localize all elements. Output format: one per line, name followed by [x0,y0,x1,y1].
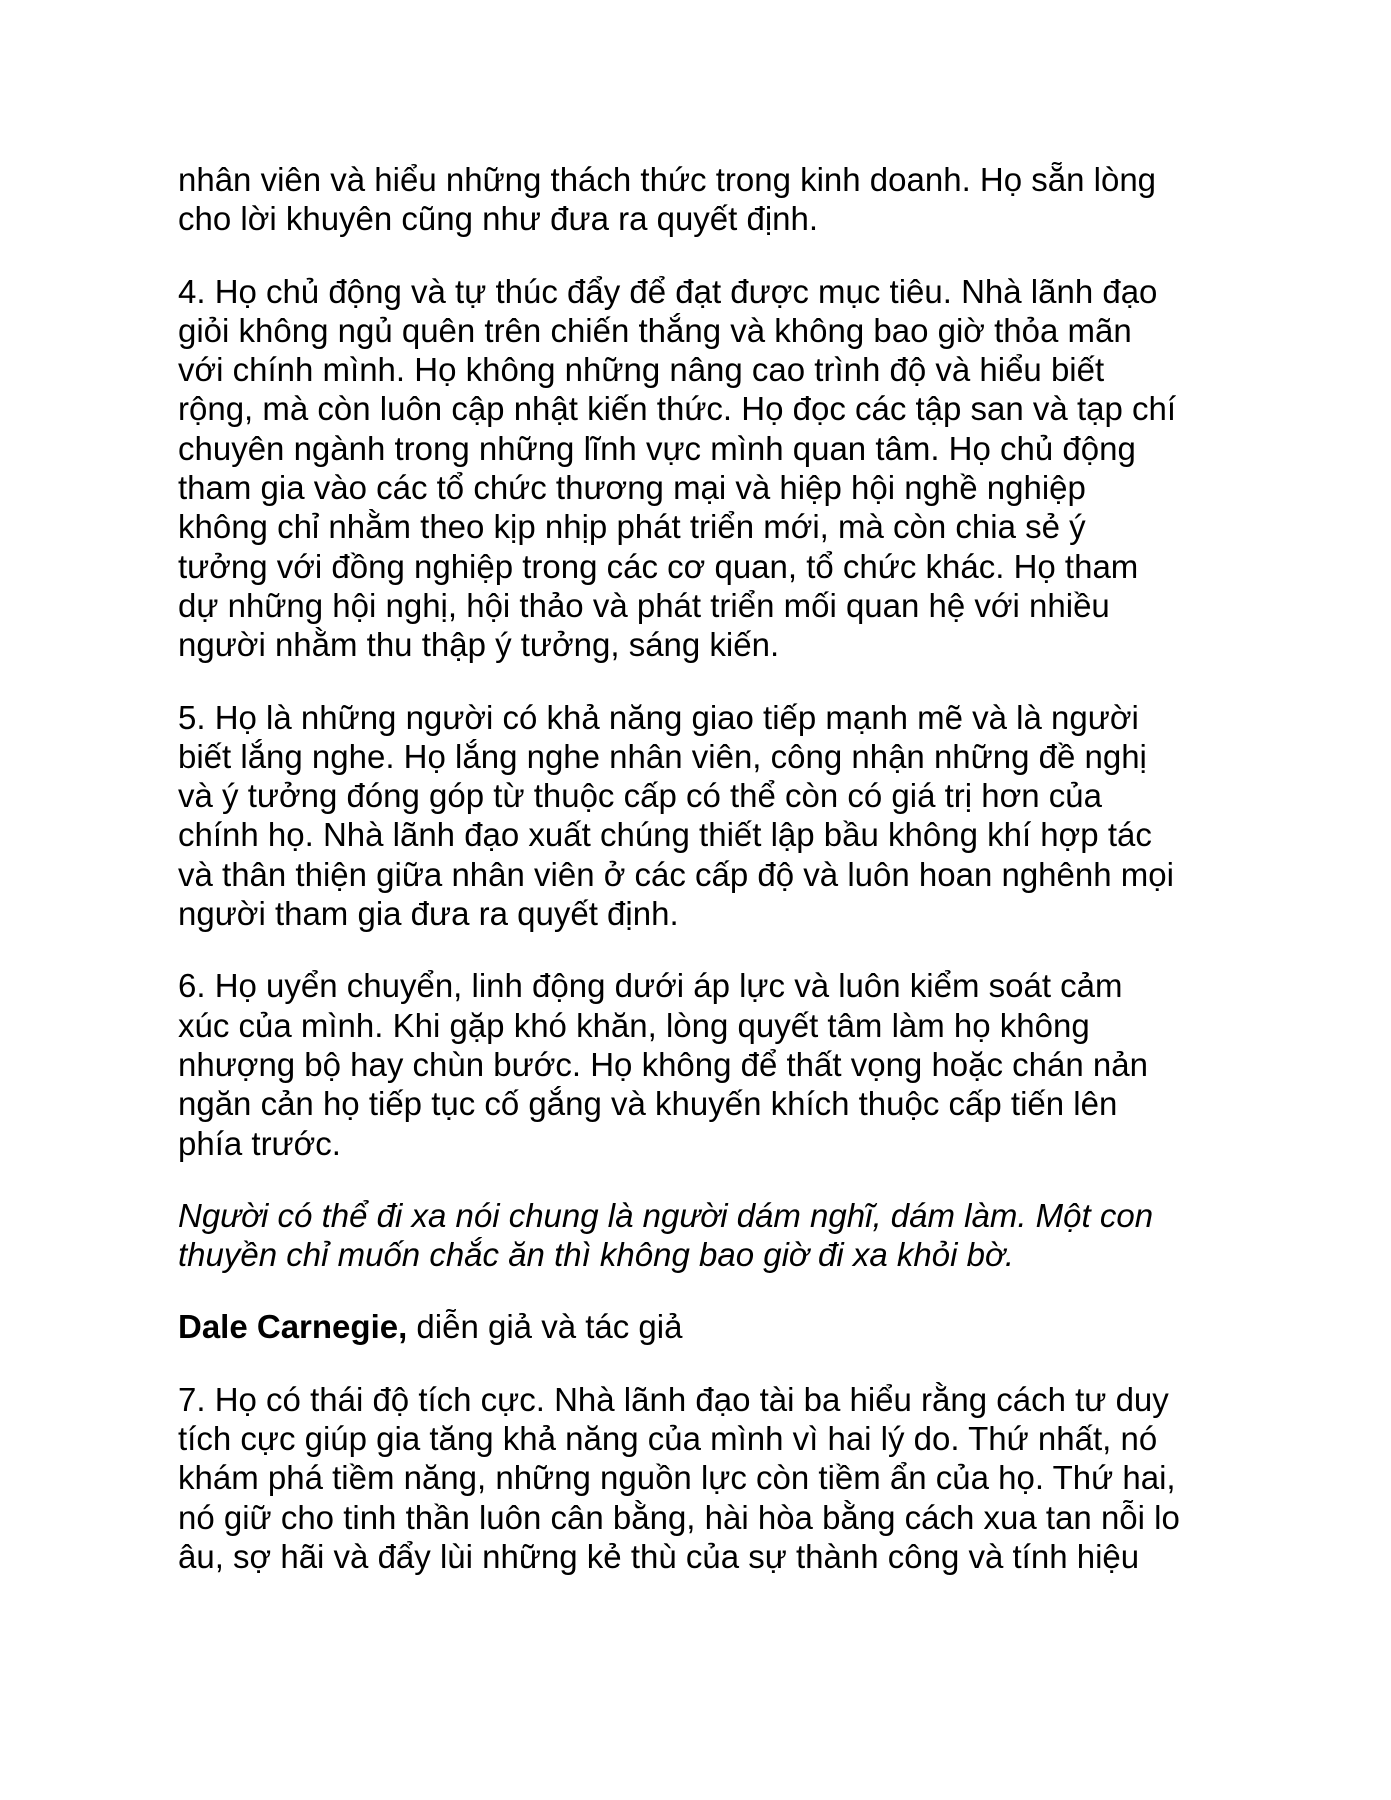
text-line: 7. Họ có thái độ tích cực. Nhà lãnh đạo tài ba hiểu rằng cách tư duy [178,1380,1169,1418]
text-line: khám phá tiềm năng, những nguồn lực còn tiềm ẩn của họ. Thứ hai, [178,1459,1176,1497]
text-line: xúc của mình. Khi gặp khó khăn, lòng quyết tâm làm họ không [178,1006,1090,1044]
quote-line: thuyền chỉ muốn chắc ăn thì không bao giờ đi xa khỏi bờ. [178,1236,1015,1274]
text-line: và ý tưởng đóng góp từ thuộc cấp có thể còn có giá trị hơn của [178,777,1103,815]
text-line: không chỉ nhằm theo kịp nhịp phát triển mới, mà còn chia sẻ ý [178,508,1086,546]
paragraph-item-5 [178,698,1238,934]
text-line: 6. Họ uyển chuyển, linh động dưới áp lực và luôn kiểm soát cảm [178,967,1123,1005]
text-line: giỏi không ngủ quên trên chiến thắng và không bao giờ thỏa mãn [178,311,1132,349]
text-line: rộng, mà còn luôn cập nhật kiến thức. Họ đọc các tập san và tạp chí [178,390,1177,428]
text-line: và thân thiện giữa nhân viên ở các cấp độ và luôn hoan nghênh mọi [178,855,1174,893]
paragraph-item-7 [178,1380,1238,1576]
text-line: nó giữ cho tinh thần luôn cân bằng, hài hòa bằng cách xua tan nỗi lo [178,1498,1180,1536]
text-line: chuyên ngành trong những lĩnh vực mình quan tâm. Họ chủ động [178,429,1136,467]
text-line: dự những hội nghị, hội thảo và phát triển mối quan hệ với nhiều [178,586,1110,624]
text-line: phía trước. [178,1124,341,1162]
text-line: với chính mình. Họ không những nâng cao trình độ và hiểu biết [178,351,1105,389]
paragraph-item-4 [178,272,1238,665]
text-line: ngăn cản họ tiếp tục cố gắng và khuyến khích thuộc cấp tiến lên [178,1085,1118,1123]
quote-block [178,1196,1238,1275]
paragraph-intro-continuation [178,160,1238,239]
document-page [178,160,1238,1609]
text-line: chính họ. Nhà lãnh đạo xuất chúng thiết lập bầu không khí hợp tác [178,816,1152,854]
quote-attribution [178,1307,1238,1346]
text-line: tưởng với đồng nghiệp trong các cơ quan, tổ chức khác. Họ tham [178,547,1139,585]
text-line: tích cực giúp gia tăng khả năng của mình vì hai lý do. Thứ nhất, nó [178,1420,1158,1458]
text-line: cho lời khuyên cũng như đưa ra quyết định. [178,200,819,238]
text-line: nhân viên và hiểu những thách thức trong kinh doanh. Họ sẵn lòng [178,161,1157,198]
text-line: người tham gia đưa ra quyết định. [178,895,679,933]
text-line: âu, sợ hãi và đẩy lùi những kẻ thù của sự thành công và tính hiệu [178,1537,1140,1575]
text-line: người nhằm thu thập ý tưởng, sáng kiến. [178,626,780,664]
quote-line: Người có thể đi xa nói chung là người dám nghĩ, dám làm. Một con [178,1196,1154,1234]
text-line: biết lắng nghe. Họ lắng nghe nhân viên, công nhận những đề nghị [178,737,1147,775]
text-line: tham gia vào các tổ chức thương mại và hiệp hội nghề nghiệp [178,469,1086,507]
author-description: diễn giả và tác giả [407,1308,683,1346]
author-name: Dale Carnegie, [178,1308,408,1346]
text-line: nhượng bộ hay chùn bước. Họ không để thất vọng hoặc chán nản [178,1045,1148,1083]
paragraph-item-6 [178,966,1238,1162]
text-line: 5. Họ là những người có khả năng giao tiếp mạnh mẽ và là người [178,698,1139,736]
text-line: 4. Họ chủ động và tự thúc đẩy để đạt được mục tiêu. Nhà lãnh đạo [178,272,1158,310]
